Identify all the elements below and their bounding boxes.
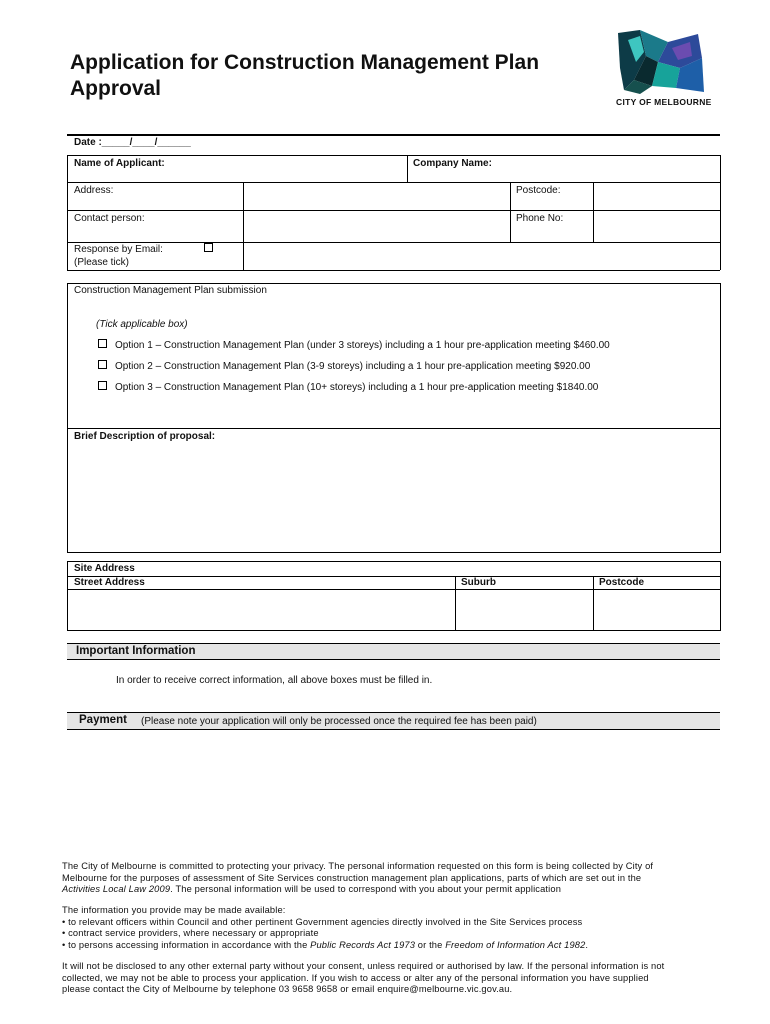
important-info-heading: Important Information [76,645,196,657]
site-postcode-label: Postcode [599,577,645,588]
address-label: Address: [74,185,114,196]
logo-text: CITY OF MELBOURNE [616,97,712,107]
description-label: Brief Description of proposal: [74,431,216,442]
postcode-label: Postcode: [516,185,561,196]
email-response-hint: (Please tick) [74,257,130,268]
company-name-label: Company Name: [413,158,492,169]
street-address-label: Street Address [74,577,145,588]
contact-person-label: Contact person: [74,213,145,224]
option-1-checkbox[interactable] [98,339,107,348]
description-textarea[interactable] [70,445,715,547]
privacy-paragraph-2: The information you provide may be made available: • to relevant officers within Council and other pertinent Government agencies directly involved in the Site Services process • contract service providers, where necessary or appropriate • to persons accessing information in accordance with the Public Records Act 1973 or the Freedom of Information Act 1982. [62,905,589,950]
date-field-label[interactable]: Date :_____/____/______ [74,137,191,148]
street-address-input[interactable] [70,592,452,628]
payment-note: (Please note your application will only be processed once the required fee has been paid) [141,716,537,727]
site-postcode-input[interactable] [596,592,717,628]
option-3-checkbox[interactable] [98,381,107,390]
email-response-label: Response by Email: [74,244,163,255]
email-response-checkbox[interactable] [204,243,213,252]
option-3-label: Option 3 – Construction Management Plan (10+ storeys) including a 1 hour pre-application meeting $1840.00 [115,382,599,393]
phone-label: Phone No: [516,213,564,224]
important-info-text: In order to receive correct information, all above boxes must be filled in. [116,675,433,686]
applicant-name-label: Name of Applicant: [74,158,165,169]
title-line-2: Approval [70,77,162,100]
privacy-paragraph-3: It will not be disclosed to any other external party without your consent, unless required or authorised by law. If the personal information is not collected, we may not be able to process your application. If you wish to access or alter any of the personal information you have supplied please contact the City of Melbourne by telephone 03 9658 9658 or email enquire@melbourne.vic.gov.au. [62,961,665,994]
page-title [70,50,610,102]
suburb-label: Suburb [461,577,496,588]
privacy-paragraph-1: The City of Melbourne is committed to protecting your privacy. The personal information requested on this form is being collected by City of Melbourne for the purposes of assessment of Site Services construction management plan applications, parts of which are set out in the Activities Local Law 2009. The personal information will be used to correspond with you about your permit application [62,861,654,894]
option-1-label: Option 1 – Construction Management Plan (under 3 storeys) including a 1 hour pre-application meeting $460.00 [115,340,610,351]
suburb-input[interactable] [458,592,590,628]
payment-heading: Payment [79,714,127,726]
submission-heading: Construction Management Plan submission [74,285,267,296]
title-line-1: Application for Construction Management Plan [70,51,540,74]
tick-hint: (Tick applicable box) [96,319,188,330]
option-2-label: Option 2 – Construction Management Plan (3-9 storeys) including a 1 hour pre-application meeting $920.00 [115,361,591,372]
site-address-heading: Site Address [74,563,135,574]
option-2-checkbox[interactable] [98,360,107,369]
